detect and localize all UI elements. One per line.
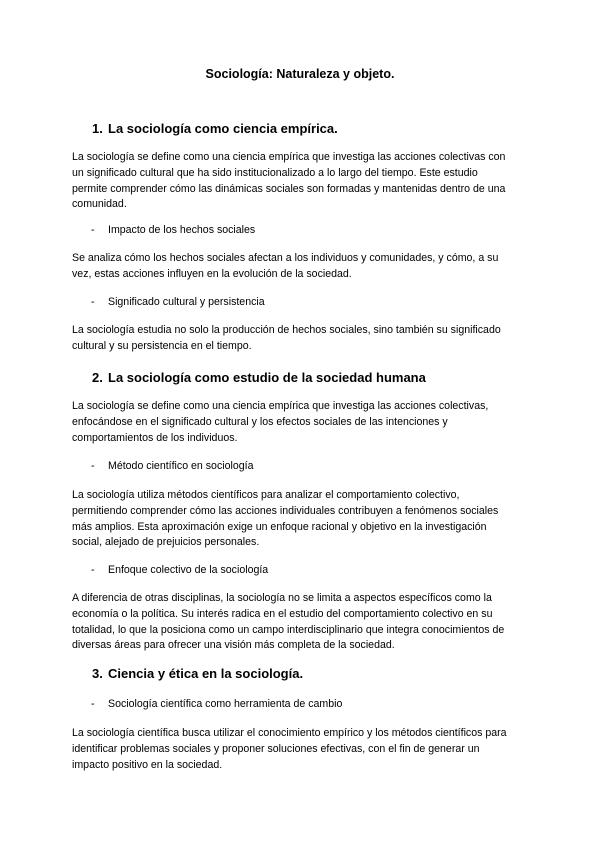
section-heading-2 bbox=[92, 370, 426, 385]
text-line: permitiendo comprender cómo las acciones individuales contribuyen a fenómenos sociales bbox=[72, 504, 499, 517]
text-line: comunidad. bbox=[72, 198, 127, 211]
bullet-dash: - bbox=[91, 564, 95, 576]
text-line: comportamientos de los individuos. bbox=[72, 431, 238, 444]
text-line: La sociología utiliza métodos científicos para analizar el comportamiento colectivo, bbox=[72, 489, 460, 501]
bullet-dash: - bbox=[91, 460, 95, 472]
paragraph bbox=[72, 488, 532, 551]
section-number: 3. bbox=[92, 666, 103, 681]
paragraph bbox=[72, 399, 532, 446]
text-line: totalidad, lo que la posiciona como un campo interdisciplinario que integra conocimientos de bbox=[72, 623, 505, 636]
section-heading-3 bbox=[92, 666, 303, 681]
paragraph bbox=[72, 591, 532, 654]
section-heading-text: Ciencia y ética en la sociología. bbox=[108, 666, 304, 681]
text-line: Se analiza cómo los hechos sociales afectan a los individuos y comunidades, y cómo, a su bbox=[72, 252, 499, 264]
bullet-dash: - bbox=[91, 698, 95, 710]
section-number: 2. bbox=[92, 370, 103, 385]
paragraph bbox=[72, 726, 532, 773]
text-line: vez, estas acciones influyen en la evolución de la sociedad. bbox=[72, 267, 352, 280]
bullet-label: Método científico en sociología bbox=[108, 460, 254, 472]
text-line: A diferencia de otras disciplinas, la sociología no se limita a aspectos específicos como la bbox=[72, 592, 492, 604]
text-line: La sociología se define como una ciencia empírica que investiga las acciones colectivas con bbox=[72, 151, 506, 163]
text-line: permite comprender cómo las dinámicas sociales son formadas y mantenidas dentro de una bbox=[72, 182, 506, 195]
text-line: diversas áreas para ofrecer una visión más completa de la sociedad. bbox=[72, 639, 395, 652]
text-line: La sociología científica busca utilizar el conocimiento empírico y los métodos científicos para bbox=[72, 727, 507, 739]
bullet-label: Impacto de los hechos sociales bbox=[108, 224, 256, 236]
text-line: La sociología se define como una ciencia empírica que investiga las acciones colectivas, bbox=[72, 400, 489, 412]
text-line: La sociología estudia no solo la producción de hechos sociales, sino también su significado bbox=[72, 324, 501, 336]
text-line: impacto positivo en la sociedad. bbox=[72, 758, 223, 771]
bullet-item bbox=[91, 296, 265, 308]
text-line: más amplios. Esta aproximación exige un enfoque racional y objetivo en la investigación bbox=[72, 520, 487, 533]
bullet-dash: - bbox=[91, 296, 95, 308]
section-heading-text: La sociología como estudio de la sociedad humana bbox=[108, 370, 426, 385]
bullet-dash: - bbox=[91, 224, 95, 236]
section-number: 1. bbox=[92, 121, 103, 136]
paragraph bbox=[72, 251, 532, 283]
text-line: economía o la política. Su interés radica en el estudio del comportamiento colectivo en su bbox=[72, 607, 493, 620]
bullet-label: Enfoque colectivo de la sociología bbox=[108, 564, 269, 576]
bullet-label: Sociología científica como herramienta de cambio bbox=[108, 698, 343, 710]
section-heading-text: La sociología como ciencia empírica. bbox=[108, 121, 338, 136]
text-line: cultural y su persistencia en el tiempo. bbox=[72, 339, 252, 352]
document-title: Sociología: Naturaleza y objeto. bbox=[205, 67, 395, 81]
section-heading-1 bbox=[92, 121, 338, 136]
bullet-item bbox=[91, 460, 253, 472]
paragraph bbox=[72, 150, 532, 213]
text-line: enfocándose en el significado cultural y los efectos sociales de las intenciones y bbox=[72, 415, 448, 428]
paragraph bbox=[72, 323, 532, 355]
bullet-item bbox=[91, 224, 255, 236]
text-line: un significado cultural que ha sido institucionalizado a lo largo del tiempo. Este estudio bbox=[72, 166, 478, 179]
text-line: identificar problemas sociales y proponer soluciones efectivas, con el fin de generar un bbox=[72, 742, 480, 755]
bullet-label: Significado cultural y persistencia bbox=[108, 296, 265, 308]
bullet-item bbox=[91, 564, 268, 576]
bullet-item bbox=[91, 698, 342, 710]
text-line: social, alejado de prejuicios personales. bbox=[72, 536, 260, 549]
